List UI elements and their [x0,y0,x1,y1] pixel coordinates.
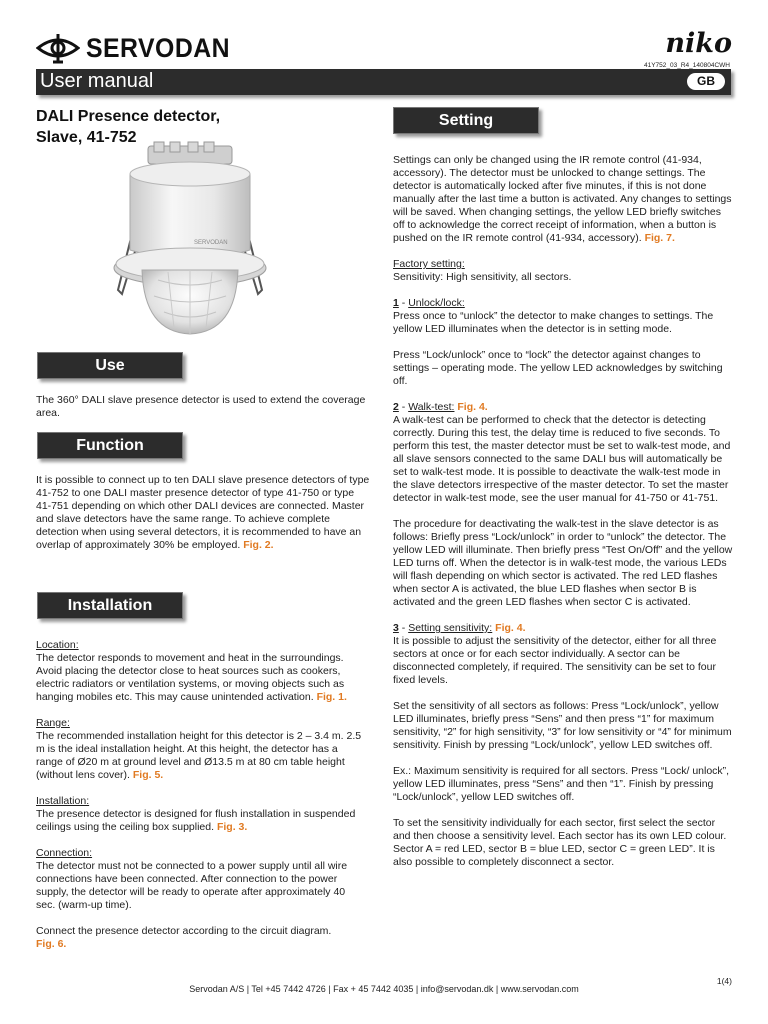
title-banner [36,69,731,95]
use-heading: Use [37,352,183,379]
fig-link[interactable]: Fig. 7. [644,232,675,244]
fig-link[interactable]: Fig. 4. [495,622,526,634]
presence-detector-image [108,140,272,336]
svg-text:SERVODAN: SERVODAN [194,240,228,246]
fig-link[interactable]: Fig. 6. [36,938,67,950]
installation-heading: Installation [37,592,183,619]
fig-link[interactable]: Fig. 2. [243,539,274,551]
connection-label: Connection: [36,847,93,859]
fig-link[interactable]: Fig. 3. [216,821,248,833]
page-number: 1(4) [716,976,732,986]
footer-contact: Servodan A/S | Tel +45 7442 4726 | Fax + 45 7442 4035 | info@servodan.dk | www.servodan.com [189,984,579,994]
fig-link[interactable]: Fig. 4. [457,401,488,413]
brand-name: SERVODAN [86,32,231,63]
banner-title: User manual [40,70,154,92]
document-reference: 41Y752_03_R4_140804CWH [643,62,730,69]
setting-text: Settings can only be changed using the IR remote control (41-934, accessory). The detector must be unlocked to change settings. The detector is automatically locked after five minutes, if this is not done manually after the last time a button is activated. Any changes to settings will be saved. When changing settings, the yellow LED briefly switches off to acknowledge the correct receipt of information, when a button is pushed on the IR remote control (41-934, accessory). Fig. 7. Factory setting: Sensitivity: High sensitivity, all sectors. 1 - Unlock/lock: Press once to “unlock” the detector to make changes to settings. The yellow LED illuminates when the detector is in setting mode. Press “Lock/unlock” once to “lock” the detector against changes to settings – operating mode. The yellow LED acknowledges by switching off. 2 - Walk-test: Fig. 4. A walk-test can be performed to check that the detector is detecting correctly. During this test, the delay time is reduced to five seconds. To perform this test, the master detector must be set to walk-test mode, and all slave sensors connected to the same DALI bus will automatically be set to walk-test mode. It is possible to deactivate the walk-test mode in the slave detectors irrespective of the master detector. To set the master detector in walk-test mode, see the user manual for 41-750 or 41-751. The procedure for deactivating the walk-test in the slave detector is as follows: Briefly press “Lock/unlock” in order to “unlock” the detector. The yellow LED will illuminate. Then briefly press “Test On/Off” and the yellow LED turns off. When the detector is in walk-test mode, the various LEDs will flash depending on which sector is activated. The red LED flashes when sector A is activated, the blue LED flashes when sector B is activated and the green LED flashes when sector C is activated. 3 - Setting sensitivity: Fig. 4. It is possible to adjust the sensitivity of the detector, either for all three sectors at once or for each sector individually. A sector can be disconnected completely, if required. The sensitivity can be set to four fixed levels. Set the sensitivity of all sectors as follows: Press “Lock/unlock”, yellow LED illuminates, briefly press “Sens” and then press “1” for maximum sensitivity, “2” for high sensitivity, “3” for low sensitivity or “4” for minimum sensitivity. Finish by pressing “Lock/unlock”, yellow LED switches off. Ex.: Maximum sensitivity is required for all sectors. Press “Lock/ unlock”, yellow LED illuminates, press “Sens” and then “1”. Finish by pressing “Lock/unlock”, yellow LED switches off. To set the sensitivity individually for each sector, first select the sector and then choose a sensitivity level. Each sector has its own LED colour. Sector A = red LED, sector B = blue LED, sector C = green LED”. It is also possible to completely disconnect a sector. [393,154,735,869]
range-label: Range: [36,717,70,729]
installation-text: Location: The detector responds to movement and heat in the surroundings. Avoid placing the detector close to heat sources such as cookers, electric radiators or ventilation systems, or moving objects such as hanging mobiles etc. This may cause unintended activation. Fig. 1. Range: The recommended installation height for this detector is 2 – 3.4 m. 2.5 m is the ideal installation height. At this height, the detector has a range of Ø20 m at ground level and Ø13.5 m at 80 cm table height (without lens cover). Fig. 5. Installation: The presence detector is designed for flush installation in suspended ceilings using the ceiling box supplied. Fig. 3. Connection: The detector must not be connected to a power supply until all wire connections have been connected. After connection to the power supply, the detector will be ready to operate after approximately 40 sec. (warm-up time). Connect the presence detector according to the circuit diagram. Fig. 6. [36,639,366,951]
product-title-line2: Slave, 41-752 [36,129,137,146]
use-text: The 360° DALI slave presence detector is used to extend the coverage area. [36,394,366,419]
niko-logo: niko [665,28,732,59]
function-heading: Function [37,432,183,459]
factory-setting-label: Factory setting: [393,258,465,270]
function-text: It is possible to connect up to ten DALI slave presence detectors of type 41-752 to one DALI master presence detector of type 41-750 or type 41-751 depending on which other DALI devices are connected. Master and slave detectors have the same range. To achieve complete detection when using several detectors, it is recommended to have an overlap of approximately 30% be employed. Fig. 2. [36,474,370,551]
servodan-logo [36,30,243,66]
installation-label: Installation: [36,795,90,807]
location-label: Location: [36,639,79,651]
language-badge: GB [687,73,725,90]
product-title-line1: DALI Presence detector, [36,108,221,125]
fig-link[interactable]: Fig. 1. [316,691,347,703]
servodan-eye-icon [36,32,80,64]
setting-heading: Setting [393,107,539,134]
fig-link[interactable]: Fig. 5. [132,769,164,781]
